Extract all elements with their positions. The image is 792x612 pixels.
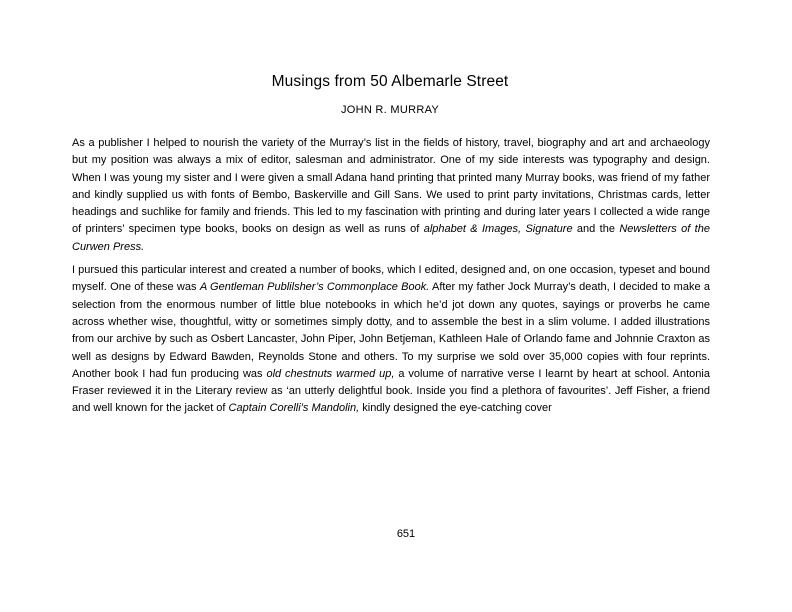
paragraph-2-italic-2: old chestnuts warmed up, <box>266 367 395 380</box>
body-text <box>72 135 710 424</box>
paragraph-2-text-3: a volume of narrative verse I learnt by heart at school. Antonia Fraser reviewed it in the Literary review as ‘an utterly delightful book. Inside you find a plethora of favourites’. Jeff Fisher, a friend and well known for the jacket of <box>72 367 710 415</box>
paragraph-1-italic-2: Newsletters of the Curwen Press. <box>72 223 710 253</box>
paragraph-2-text-1: I pursued this particular interest and created a number of books, which I edited, designed and, on one occasion, typeset and bound myself. One of these was <box>72 264 710 294</box>
paragraph-1-italic-1: alphabet & Images, Signature <box>423 223 573 236</box>
author-name: JOHN R. MURRAY <box>340 104 440 116</box>
paragraph-2 <box>72 262 710 418</box>
page-number: 651 <box>396 528 416 540</box>
page-title: Musings from 50 Albemarle Street <box>271 73 509 90</box>
paragraph-2-text-2: After my father Jock Murray’s death, I decided to make a selection from the enormous number of little blue notebooks in which he’d jot down any quotes, sayings or proverbs he came across whether wise, thoughtful, witty or sometimes simply dotty, and to assemble the best in a slim volume. I added illustrations from our archive by such as Osbert Lancaster, John Piper, John Betjeman, Kathleen Hale of Orlando fame and Johnnie Craxton as well as designs by Edward Bawden, Reynolds Stone and others. To my surprise we sold over 35,000 copies with four reprints. Another book I had fun producing was <box>72 281 711 380</box>
paragraph-2-italic-3: Captain Corelli’s Mandolin, <box>228 402 360 415</box>
paragraph-2-italic-1: A Gentleman Publilsher’s Commonplace Book. <box>199 281 430 294</box>
paragraph-1 <box>72 135 710 256</box>
paragraph-2-text-4: kindly designed the eye-catching cover <box>359 402 552 415</box>
paragraph-1-text-1: As a publisher I helped to nourish the variety of the Murray’s list in the fields of history, travel, biography and art and archaeology but my position was always a mix of editor, salesman and administrator. One of my side interests was typography and design. When I was young my sister and I were given a small Adana hand printing that printed many Murray books, was friend of my father and kindly supplied us with fonts of Bembo, Baskerville and Gill Sans. We used to print party invitations, Christmas cards, letter headings and suchlike for family and friends. This led to my fascination with printing and during later years I collected a wide range of printers’ specimen type books, books on design as well as runs of <box>72 137 710 236</box>
paragraph-1-text-2: and the <box>572 223 620 236</box>
